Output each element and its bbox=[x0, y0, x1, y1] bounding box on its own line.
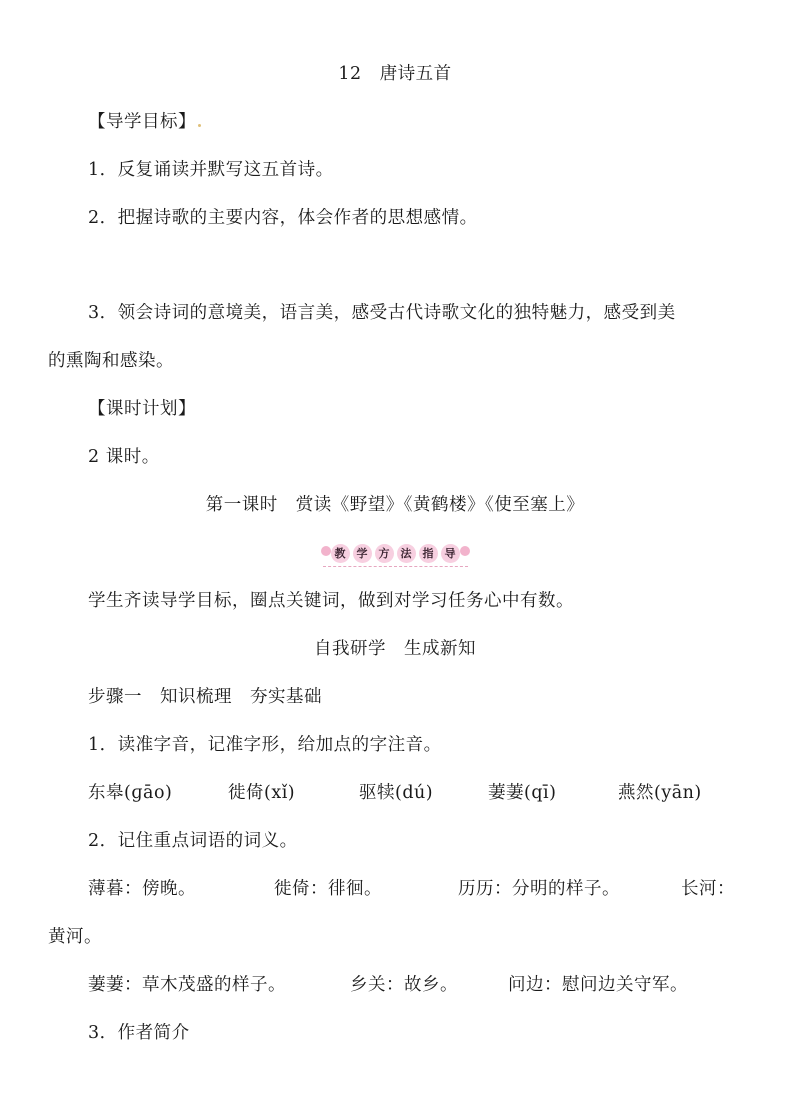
pinyin-item: 徙倚(xǐ) bbox=[228, 783, 296, 803]
teaching-method-badge bbox=[0, 540, 790, 567]
badge-char: 方 bbox=[375, 544, 394, 563]
pinyin-item: 萋萋(qī) bbox=[488, 783, 557, 803]
section-title: 自我研学 生成新知 bbox=[314, 639, 476, 659]
decorative-dot bbox=[198, 124, 201, 127]
objective-3-line1: 3．领会诗词的意境美，语言美，感受古代诗歌文化的独特魅力，感受到美 bbox=[88, 303, 676, 323]
lesson-title: 第一课时 赏读《野望》《黄鹤楼》《使至塞上》 bbox=[205, 495, 585, 515]
vocab-item: 历历：分明的样子。 bbox=[458, 879, 620, 899]
vocab-item: 萋萋：草木茂盛的样子。 bbox=[88, 975, 286, 995]
badge-left-cap bbox=[321, 546, 331, 556]
objectives-heading bbox=[88, 110, 201, 134]
plan-heading: 【课时计划】 bbox=[88, 399, 196, 419]
step-one: 步骤一 知识梳理 夯实基础 bbox=[88, 687, 322, 707]
objective-1: 1．反复诵读并默写这五首诗。 bbox=[88, 160, 334, 180]
pinyin-item: 驱犊(dú) bbox=[359, 783, 434, 803]
objective-2: 2．把握诗歌的主要内容，体会作者的思想感情。 bbox=[88, 208, 478, 228]
badge-char: 学 bbox=[353, 544, 372, 563]
vocab-item: 徙倚：徘徊。 bbox=[274, 879, 382, 899]
objective-3-line2: 的熏陶和感染。 bbox=[48, 351, 174, 371]
task-3: 3．作者简介 bbox=[88, 1023, 190, 1043]
badge-char: 教 bbox=[331, 544, 350, 563]
badge-char: 法 bbox=[397, 544, 416, 563]
badge-char: 导 bbox=[441, 544, 460, 563]
plan-text: 2 课时。 bbox=[88, 447, 160, 467]
page-title: 12 唐诗五首 bbox=[338, 64, 452, 84]
badge-right-cap bbox=[460, 546, 470, 556]
vocab-item: 乡关：故乡。 bbox=[350, 975, 458, 995]
vocab-line-1-cont: 黄河。 bbox=[48, 927, 102, 947]
vocab-item: 问边：慰问边关守军。 bbox=[508, 975, 688, 995]
task-2: 2．记住重点词语的词义。 bbox=[88, 831, 298, 851]
vocab-item: 长河： bbox=[681, 879, 735, 899]
badge-char: 指 bbox=[419, 544, 438, 563]
method-text: 学生齐读导学目标，圈点关键词，做到对学习任务心中有数。 bbox=[88, 591, 574, 611]
pinyin-item: 东皋(ɡāo) bbox=[88, 783, 173, 803]
task-1: 1．读准字音，记准字形，给加点的字注音。 bbox=[88, 735, 442, 755]
pinyin-item: 燕然(yān) bbox=[618, 783, 702, 803]
objectives-heading-text: 【导学目标】 bbox=[88, 112, 196, 132]
vocab-item: 薄暮：傍晚。 bbox=[88, 879, 196, 899]
